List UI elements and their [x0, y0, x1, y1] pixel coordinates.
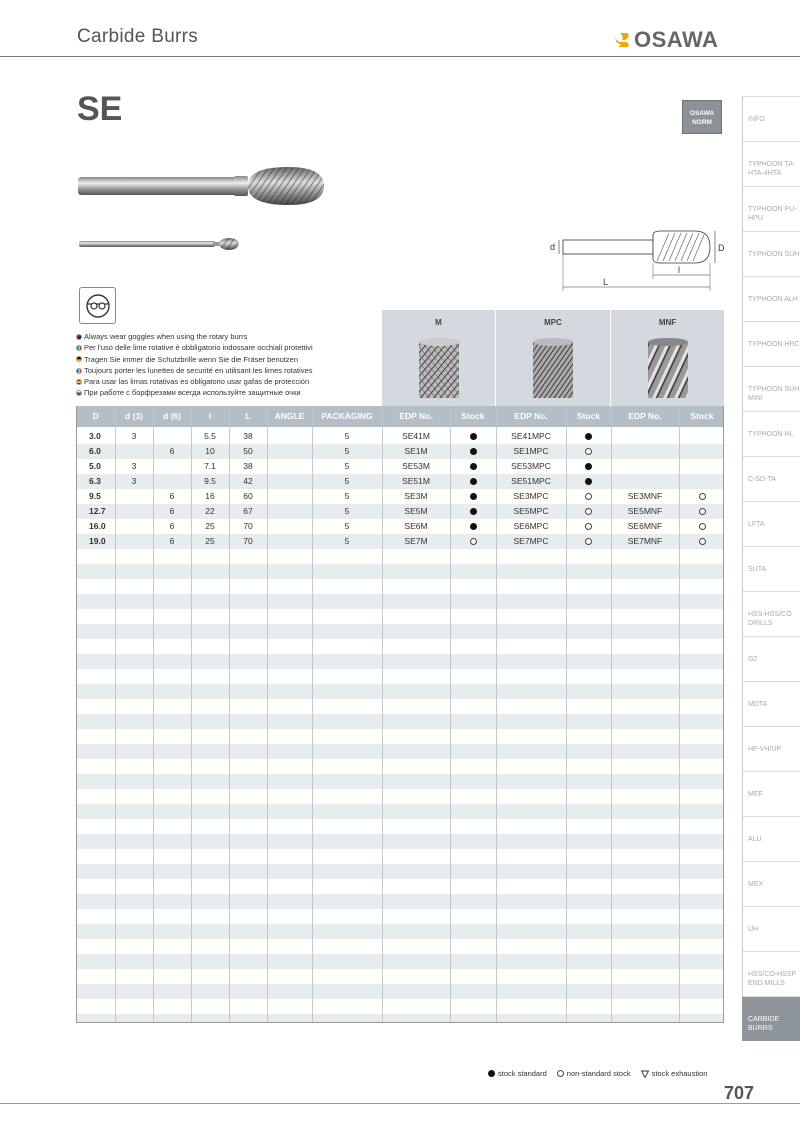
- sidebar-tab[interactable]: [742, 726, 800, 771]
- table-cell: [267, 429, 312, 444]
- stock-cell: [679, 489, 724, 504]
- sidebar-tab-label: SUTA: [748, 566, 767, 573]
- page-header-title: Carbide Burrs: [77, 26, 199, 47]
- sidebar-tab-label: MEX: [748, 881, 764, 888]
- stock-non-standard-icon: [585, 538, 592, 545]
- table-row: [77, 714, 724, 729]
- table-cell: 50: [243, 446, 253, 456]
- stock-cell: [679, 504, 724, 519]
- osawa-logo-icon: [612, 30, 632, 50]
- table-cell: SE3M: [404, 491, 428, 501]
- table-cell: [115, 444, 153, 459]
- table-cell: SE6MPC: [513, 521, 549, 531]
- table-cell: 70: [243, 521, 253, 531]
- warning-es: [76, 376, 313, 387]
- table-cell: [611, 459, 679, 474]
- table-row: [77, 744, 724, 759]
- table-row: [77, 474, 724, 489]
- sidebar-tab[interactable]: [742, 231, 800, 276]
- sidebar-tab[interactable]: [742, 591, 800, 636]
- table-cell: [153, 459, 191, 474]
- stock-cell: [566, 519, 611, 534]
- column-header: Stock: [576, 411, 601, 421]
- table-cell: 5: [344, 476, 350, 486]
- stock-non-standard-icon: [699, 493, 706, 500]
- stock-legend: [488, 1069, 717, 1078]
- flag-es-icon: [76, 379, 82, 385]
- stock-standard-icon: [470, 523, 477, 530]
- table-row: [77, 834, 724, 849]
- stock-cell: [566, 504, 611, 519]
- sidebar-tab-label: INFO: [748, 116, 765, 123]
- table-row: [77, 849, 724, 864]
- sidebar-tab[interactable]: [742, 321, 800, 366]
- sidebar-tab-label: TYPHOON HRC: [748, 341, 800, 348]
- flag-en-icon: [76, 334, 82, 340]
- stock-cell: [450, 519, 496, 534]
- dim-label-D: D: [718, 243, 725, 253]
- table-row: [77, 729, 724, 744]
- stock-non-standard-icon: [585, 508, 592, 515]
- technical-drawing: [545, 225, 730, 295]
- table-cell: 6.0: [89, 446, 101, 456]
- table-row: [77, 699, 724, 714]
- table-cell: 5: [344, 506, 350, 516]
- table-row: [77, 819, 724, 834]
- column-header: PACKAGING: [321, 411, 373, 421]
- table-cell: SE41MPC: [511, 431, 551, 441]
- stock-cell: [679, 534, 724, 549]
- table-cell: SE51M: [402, 476, 430, 486]
- table-row: [77, 444, 724, 459]
- table-cell: 9.5: [204, 476, 216, 486]
- stock-cell: [450, 429, 496, 444]
- table-cell: 3: [131, 461, 137, 471]
- table-cell: 67: [243, 506, 253, 516]
- group-label-m: M: [435, 318, 442, 327]
- table-cell: [267, 474, 312, 489]
- stock-standard-icon: [470, 508, 477, 515]
- sidebar-tab-label: TYPHOON SUH MINI: [748, 386, 800, 402]
- table-cell: 6: [169, 521, 175, 531]
- stock-cell: [679, 474, 724, 489]
- burr-large-image: [76, 163, 332, 211]
- table-cell: [267, 504, 312, 519]
- sidebar-tab-label: MEF: [748, 791, 763, 798]
- table-cell: 9.5: [89, 491, 101, 501]
- legend-standard: [488, 1069, 547, 1078]
- sidebar-tab[interactable]: [742, 186, 800, 231]
- table-cell: SE5MPC: [513, 506, 549, 516]
- table-cell: SE1MPC: [513, 446, 549, 456]
- sidebar-tab-label: TYPHOON PU-HPU: [748, 206, 797, 222]
- stock-cell: [566, 474, 611, 489]
- cut-pattern-mnf-image: [647, 338, 689, 400]
- table-cell: [153, 474, 191, 489]
- table-row: [77, 429, 724, 444]
- stock-cell: [679, 444, 724, 459]
- warning-text: Always wear goggles when using the rotary burrs: [84, 332, 248, 341]
- stock-non-standard-icon: [585, 493, 592, 500]
- legend-standard-label: stock standard: [498, 1069, 547, 1078]
- stock-cell: [566, 489, 611, 504]
- table-row: [77, 789, 724, 804]
- table-cell: 42: [243, 476, 253, 486]
- sidebar-tab-label: UH: [748, 926, 759, 933]
- stock-cell: [566, 429, 611, 444]
- warning-text: Para usar las limas rotativas es obligatorio usar gafas de protección: [84, 377, 310, 387]
- dim-label-L: L: [603, 277, 609, 287]
- sidebar-tab-label: TYPHOON ALH: [748, 296, 798, 303]
- table-cell: 5.5: [204, 431, 216, 441]
- table-row: [77, 864, 724, 879]
- sidebar-tab[interactable]: [742, 501, 800, 546]
- table-cell: 3.0: [89, 431, 101, 441]
- dim-label-d: d: [550, 242, 556, 252]
- footer-divider: [0, 1103, 800, 1104]
- warning-text: При работе с борфрезами всегда используйте защитные очки: [84, 388, 301, 398]
- table-cell: SE6MNF: [627, 521, 663, 531]
- stock-standard-icon: [470, 463, 477, 470]
- table-cell: 70: [243, 536, 253, 546]
- table-cell: 6: [169, 491, 175, 501]
- table-row: [77, 1014, 724, 1023]
- stock-non-standard-icon: [585, 448, 592, 455]
- stock-standard-icon: [470, 478, 477, 485]
- column-header: D: [92, 411, 100, 421]
- column-divider: [191, 406, 192, 1023]
- table-cell: 5: [344, 521, 350, 531]
- column-divider: [312, 406, 313, 1023]
- table-cell: SE7MNF: [627, 536, 663, 546]
- table-cell: SE51MPC: [511, 476, 551, 486]
- sidebar-tab[interactable]: [742, 951, 800, 996]
- table-cell: 7.1: [204, 461, 216, 471]
- table-cell: 6.3: [89, 476, 101, 486]
- table-header: [77, 406, 724, 427]
- column-header: d (6): [163, 411, 181, 421]
- stock-standard-icon: [470, 433, 477, 440]
- stock-non-standard-icon: [470, 538, 477, 545]
- table-cell: [611, 444, 679, 459]
- series-code: SE: [77, 90, 123, 128]
- flag-fr-icon: [76, 368, 82, 374]
- norm-badge-line-1: OSAWA: [689, 110, 715, 117]
- safety-warnings: [76, 331, 313, 399]
- table-row: [77, 954, 724, 969]
- group-header-mnf: [610, 310, 724, 407]
- table-row: [77, 624, 724, 639]
- stock-cell: [566, 534, 611, 549]
- column-divider: [382, 406, 383, 1023]
- column-divider: [153, 406, 154, 1023]
- table-cell: 5: [344, 491, 350, 501]
- table-cell: SE1M: [404, 446, 428, 456]
- stock-cell: [679, 459, 724, 474]
- column-header: L: [245, 411, 251, 421]
- sidebar-tab-label: ALU: [748, 836, 762, 843]
- stock-standard-icon: [488, 1070, 495, 1077]
- warning-de: [76, 354, 313, 365]
- header-divider: [0, 56, 800, 57]
- table-cell: 25: [205, 536, 215, 546]
- sidebar-tab[interactable]: [742, 96, 800, 141]
- sidebar-tab-label: HSS/CO-HSSP END MILLS: [748, 971, 797, 987]
- table-cell: SE5M: [404, 506, 428, 516]
- table-cell: 16: [205, 491, 215, 501]
- stock-cell: [450, 474, 496, 489]
- table-cell: [115, 519, 153, 534]
- table-row: [77, 924, 724, 939]
- column-header: EDP No.: [628, 411, 662, 421]
- sidebar-tab-label: CARBIDE BURRS: [748, 1016, 780, 1032]
- table-cell: [115, 534, 153, 549]
- warning-text: Toujours porter les lunettes de securité en utilisant les limes rotatives: [84, 365, 313, 375]
- table-cell: 5: [344, 431, 350, 441]
- sidebar-tab[interactable]: [742, 141, 800, 186]
- column-divider: [679, 406, 680, 1023]
- stock-cell: [450, 489, 496, 504]
- sidebar-tab-label: LFTA: [748, 521, 765, 528]
- table-row: [77, 669, 724, 684]
- product-table: [76, 406, 724, 1023]
- column-divider: [115, 406, 116, 1023]
- flag-it-icon: [76, 345, 82, 351]
- table-row: [77, 984, 724, 999]
- stock-cell: [679, 519, 724, 534]
- stock-exhaustion-icon: [641, 1070, 649, 1078]
- table-row: [77, 774, 724, 789]
- stock-non-standard-icon: [699, 538, 706, 545]
- table-cell: SE3MPC: [513, 491, 549, 501]
- stock-non-standard-icon: [557, 1070, 564, 1077]
- brand-logo: [612, 28, 718, 52]
- sidebar-tab-label: TYPHOON SUH: [748, 251, 800, 258]
- table-row: [77, 999, 724, 1014]
- table-row: [77, 654, 724, 669]
- stock-standard-icon: [585, 463, 592, 470]
- table-cell: SE6M: [404, 521, 428, 531]
- safety-goggles-box: [79, 287, 116, 324]
- legend-non-standard: [557, 1069, 631, 1078]
- table-row: [77, 564, 724, 579]
- sidebar-tab[interactable]: [742, 276, 800, 321]
- group-header-mpc: [495, 310, 610, 407]
- table-row: [77, 894, 724, 909]
- brand-name: OSAWA: [634, 27, 719, 52]
- stock-cell: [450, 444, 496, 459]
- table-cell: SE41M: [402, 431, 430, 441]
- sidebar-tab[interactable]: [742, 861, 800, 906]
- warning-en: [76, 331, 313, 342]
- table-cell: 6: [169, 536, 175, 546]
- stock-standard-icon: [470, 448, 477, 455]
- column-header: d (3): [125, 411, 143, 421]
- burr-small-image: [77, 236, 243, 254]
- table-cell: 38: [243, 431, 253, 441]
- sidebar-tab[interactable]: [742, 816, 800, 861]
- cut-pattern-mpc-image: [532, 338, 574, 400]
- group-header-m: [381, 310, 495, 407]
- table-cell: [115, 489, 153, 504]
- page-number: 707: [724, 1083, 755, 1103]
- warning-text: Tragen Sie immer die Schutzbrille wenn Sie die Fräser benutzen: [84, 354, 298, 364]
- table-cell: 19.0: [89, 536, 106, 546]
- column-divider: [496, 406, 497, 1023]
- sidebar-tab[interactable]: [742, 411, 800, 456]
- osawa-norm-badge: [682, 100, 722, 134]
- warning-it: [76, 342, 313, 353]
- stock-standard-icon: [585, 478, 592, 485]
- sidebar-tab[interactable]: [742, 681, 800, 726]
- column-divider: [267, 406, 268, 1023]
- stock-cell: [450, 534, 496, 549]
- table-row: [77, 534, 724, 549]
- table-cell: 12.7: [89, 506, 106, 516]
- table-cell: 3: [131, 476, 137, 486]
- table-cell: 6: [169, 446, 175, 456]
- column-divider: [450, 406, 451, 1023]
- table-row: [77, 684, 724, 699]
- table-cell: 6: [169, 506, 175, 516]
- stock-standard-icon: [470, 493, 477, 500]
- table-cell: [611, 429, 679, 444]
- legend-non-standard-label: non-standard stock: [566, 1069, 631, 1078]
- column-divider: [566, 406, 567, 1023]
- column-header: l: [208, 411, 212, 421]
- table-cell: 60: [243, 491, 253, 501]
- column-header: Stock: [461, 411, 485, 421]
- sidebar-tab[interactable]: [742, 771, 800, 816]
- table-row: [77, 549, 724, 564]
- sidebar-tab-label: HF-VH/UP: [748, 746, 782, 753]
- legend-exhaustion: [641, 1069, 708, 1078]
- stock-cell: [679, 429, 724, 444]
- table-row: [77, 639, 724, 654]
- column-divider: [611, 406, 612, 1023]
- table-cell: [267, 489, 312, 504]
- column-header: EDP No.: [514, 411, 548, 421]
- table-cell: 5: [344, 461, 350, 471]
- sidebar-tab[interactable]: [742, 636, 800, 681]
- group-label-mnf: MNF: [658, 318, 677, 327]
- table-row: [77, 804, 724, 819]
- stock-cell: [566, 444, 611, 459]
- table-row: [77, 939, 724, 954]
- table-cell: SE53M: [402, 461, 430, 471]
- table-cell: [153, 429, 191, 444]
- sidebar-tab-label: MDTA: [748, 701, 768, 708]
- table-cell: [611, 474, 679, 489]
- table-cell: SE7MPC: [513, 536, 549, 546]
- table-row: [77, 579, 724, 594]
- stock-non-standard-icon: [699, 508, 706, 515]
- table-cell: 3: [131, 431, 137, 441]
- table-cell: 25: [205, 521, 215, 531]
- table-cell: 16.0: [89, 521, 106, 531]
- table-cell: 38: [243, 461, 253, 471]
- table-row: [77, 609, 724, 624]
- table-row: [77, 969, 724, 984]
- table-row: [77, 459, 724, 474]
- stock-standard-icon: [585, 433, 592, 440]
- table-row: [77, 489, 724, 504]
- table-row: [77, 909, 724, 924]
- stock-cell: [450, 504, 496, 519]
- table-row: [77, 879, 724, 894]
- category-sidebar: [742, 96, 800, 1041]
- flag-de-icon: [76, 356, 82, 362]
- column-header: ANGLE: [274, 411, 305, 421]
- group-label-mpc: MPC: [544, 318, 562, 327]
- table-cell: [267, 459, 312, 474]
- table-row: [77, 759, 724, 774]
- dim-label-l: l: [678, 265, 680, 275]
- sidebar-tab[interactable]: [742, 906, 800, 951]
- cut-pattern-m-image: [418, 338, 460, 400]
- column-header: Stock: [690, 411, 714, 421]
- table-cell: 22: [205, 506, 215, 516]
- warning-ru: [76, 387, 313, 398]
- sidebar-tab[interactable]: [742, 366, 800, 411]
- sidebar-tab[interactable]: [742, 456, 800, 501]
- table-cell: [267, 534, 312, 549]
- sidebar-tab-label: C-SD-TA: [748, 476, 776, 483]
- table-cell: SE5MNF: [627, 506, 663, 516]
- sidebar-tab-label: TYPHOON TA-HTA-4HTA: [748, 161, 796, 177]
- sidebar-tab[interactable]: [742, 546, 800, 591]
- column-divider: [229, 406, 230, 1023]
- table-cell: [115, 504, 153, 519]
- table-row: [77, 594, 724, 609]
- table-row: [77, 504, 724, 519]
- table-row: [77, 519, 724, 534]
- table-cell: SE3MNF: [627, 491, 663, 501]
- table-cell: 5: [344, 446, 350, 456]
- sidebar-tab-label: TYPHOON HL: [748, 431, 794, 438]
- table-cell: 5.0: [89, 461, 101, 471]
- table-cell: 10: [205, 446, 215, 456]
- stock-cell: [450, 459, 496, 474]
- sidebar-tab-label: G2: [748, 656, 758, 663]
- table-cell: [267, 519, 312, 534]
- safety-goggles-icon: [84, 292, 112, 320]
- column-header: EDP No.: [399, 411, 433, 421]
- sidebar-tab-label: HSS-HSS/CO DRILLS: [748, 611, 792, 627]
- legend-exhaustion-label: stock exhaustion: [651, 1069, 708, 1078]
- table-cell: 5: [344, 536, 350, 546]
- table-cell: SE53MPC: [511, 461, 551, 471]
- flag-ru-icon: [76, 390, 82, 396]
- table-cell: SE7M: [404, 536, 428, 546]
- sidebar-tab[interactable]: [742, 996, 800, 1041]
- stock-cell: [566, 459, 611, 474]
- warning-fr: [76, 365, 313, 376]
- warning-text: Per l'uso delle lime rotative è obbligatorio indossare occhiali protettivi: [84, 343, 313, 353]
- norm-badge-line-2: NORM: [692, 119, 712, 126]
- table-cell: [267, 444, 312, 459]
- stock-non-standard-icon: [699, 523, 706, 530]
- stock-non-standard-icon: [585, 523, 592, 530]
